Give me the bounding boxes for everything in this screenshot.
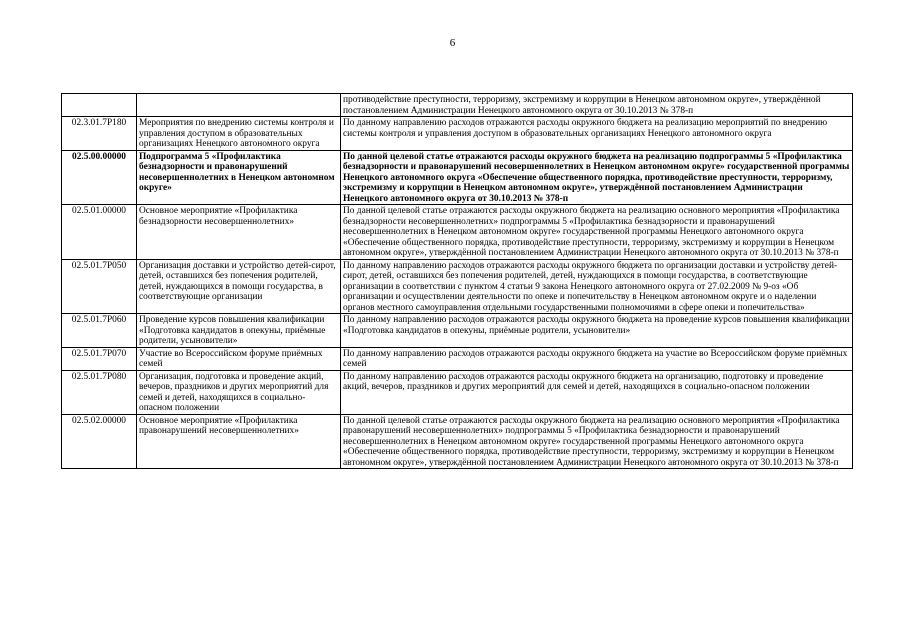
table-row <box>62 94 853 117</box>
title-cell: Основное мероприятие «Профилактика безнадзорности несовершеннолетних» <box>137 205 341 260</box>
table-row <box>62 314 853 348</box>
code-cell: 02.5.01.7Р070 <box>62 347 137 370</box>
description-cell: По данной целевой статье отражаются расходы окружного бюджета на реализацию основного мероприятия «Профилактика правонарушений несовершеннолетних» подпрограммы 5 «Профилактика безнадзорности и правонарушений несовершеннолетних в Ненецком автономном округе» государственной программы Ненецкого автономного округа «Обеспечение общественного порядка, противодействие преступности, терроризму, экстремизму и коррупции в Ненецком автономном округе», утверждённой постановлением Администрации Ненецкого автономного округа от 30.10.2013 № 378-п <box>341 414 853 469</box>
title-cell: Организация доставки и устройство детей-сирот, детей, оставшихся без попечения родителей, детей, нуждающихся в помощи государства, в соответствующие организации <box>137 259 341 314</box>
description-cell: По данному направлению расходов отражаются расходы окружного бюджета по организации доставки и устройству детей-сирот, детей, оставшихся без попечения родителей, детей, нуждающихся в помощи государства, в соответствующие организации в соответствии с пунктом 4 статьи 9 закона Ненецкого автономного округа от 27.02.2009 № 9-оз «Об организации и осуществлении деятельности по опеке и попечительству в Ненецком автономном округе и о наделении органов местного самоуправления отдельными государственными полномочиями в сфере опеки и попечительства» <box>341 259 853 314</box>
code-cell: 02.5.00.00000 <box>62 150 137 205</box>
title-cell: Организация, подготовка и проведение акций, вечеров, праздников и других мероприятий для семей и детей, находящихся в социально-опасном положении <box>137 370 341 414</box>
title-cell: Проведение курсов повышения квалификации «Подготовка кандидатов в опекуны, приёмные родители, усыновители» <box>137 314 341 348</box>
code-cell: 02.5.01.7Р050 <box>62 259 137 314</box>
title-cell <box>137 94 341 117</box>
table-row <box>62 414 853 469</box>
title-cell: Подпрограмма 5 «Профилактика безнадзорности и правонарушений несовершеннолетних в Ненецком автономном округе» <box>137 150 341 205</box>
title-cell: Мероприятия по внедрению системы контроля и управления доступом в образовательных организациях Ненецкого автономного округа <box>137 117 341 151</box>
table-row <box>62 259 853 314</box>
description-cell: По данному направлению расходов отражаются расходы окружного бюджета на реализацию мероприятий по внедрению системы контроля и управления доступом в образовательных организациях Ненецкого автономного округа <box>341 117 853 151</box>
description-cell: По данной целевой статье отражаются расходы окружного бюджета на реализацию подпрограммы 5 «Профилактика безнадзорности и правонарушений несовершеннолетних в Ненецком автономном округе» государственной программы Ненецкого автономного округа «Обеспечение общественного порядка, противодействие преступности, терроризму, экстремизму и коррупции в Ненецком автономном округе», утверждённой постановлением Администрации Ненецкого автономного округа от 30.10.2013 № 378-п <box>341 150 853 205</box>
description-cell: По данной целевой статье отражаются расходы окружного бюджета на реализацию основного мероприятия «Профилактика безнадзорности несовершеннолетних» подпрограммы 5 «Профилактика безнадзорности и правонарушений несовершеннолетних в Ненецком автономном округе» государственной программы Ненецкого автономного округа «Обеспечение общественного порядка, противодействие преступности, терроризму, экстремизму и коррупции в Ненецком автономном округе», утверждённой постановлением Администрации Ненецкого автономного округа от 30.10.2013 № 378-п <box>341 205 853 260</box>
title-cell: Основное мероприятие «Профилактика правонарушений несовершеннолетних» <box>137 414 341 469</box>
code-cell: 02.3.01.7Р180 <box>62 117 137 151</box>
table-row <box>62 205 853 260</box>
description-cell: По данному направлению расходов отражаются расходы окружного бюджета на участие во Всероссийском форуме приёмных семей <box>341 347 853 370</box>
budget-classification-table <box>61 93 853 469</box>
description-cell: По данному направлению расходов отражаются расходы окружного бюджета на проведение курсов повышения квалификации «Подготовка кандидатов в опекуны, приёмные родители, усыновители» <box>341 314 853 348</box>
code-cell: 02.5.01.7Р080 <box>62 370 137 414</box>
code-cell: 02.5.01.00000 <box>62 205 137 260</box>
title-cell: Участие во Всероссийском форуме приёмных семей <box>137 347 341 370</box>
page-number: 6 <box>449 37 456 49</box>
code-cell: 02.5.02.00000 <box>62 414 137 469</box>
table-row-subprogram <box>62 150 853 205</box>
description-cell: противодействие преступности, терроризму, экстремизму и коррупции в Ненецком автономном округе», утверждённой постановлением Администрации Ненецкого автономного округа от 30.10.2013 № 378-п <box>341 94 853 117</box>
code-cell: 02.5.01.7Р060 <box>62 314 137 348</box>
table-row <box>62 370 853 414</box>
code-cell <box>62 94 137 117</box>
table-row <box>62 117 853 151</box>
table-row <box>62 347 853 370</box>
description-cell: По данному направлению расходов отражаются расходы окружного бюджета на организацию, подготовку и проведение акций, вечеров, праздников и других мероприятий для семей и детей, находящихся в социально-опасном положении <box>341 370 853 414</box>
